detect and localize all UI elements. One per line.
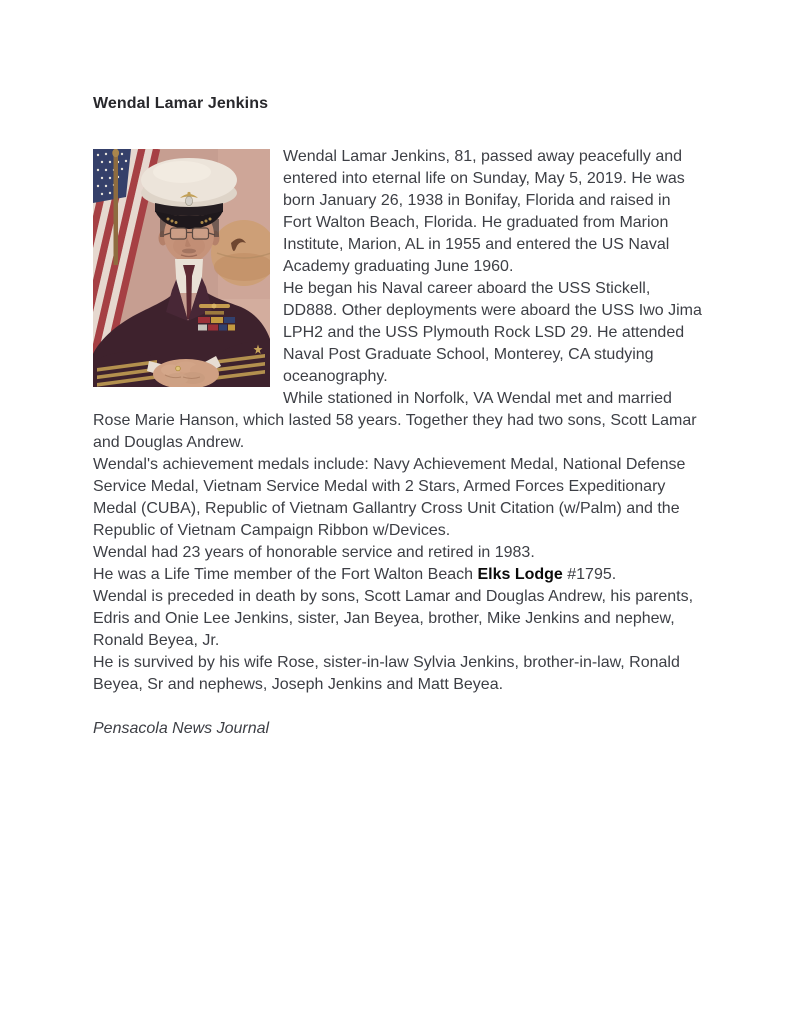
obituary-paragraph-2: He began his Naval career aboard the USS Stickell, DD888. Other deployments were aboard the USS Iwo Jima LPH2 and the USS Plymouth Rock LSD 29. He attended Naval Post Graduate School, Monterey, CA studying oceanography. xyxy=(283,280,702,385)
elks-lodge-highlight: Elks Lodge xyxy=(477,566,563,583)
obituary-membership-line xyxy=(93,564,703,586)
officer-portrait-photo xyxy=(93,149,270,387)
source-credit: Pensacola News Journal xyxy=(93,720,270,737)
obituary-paragraph-4: Wendal's achievement medals include: Navy Achievement Medal, National Defense Service Medal, Vietnam Service Medal with 2 Stars, Armed Forces Expeditionary Medal (CUBA), Republic of Vietnam Gallantry Cross Unit Citation (w/Palm) and the Republic of Vietnam Campaign Ribbon w/Devices. xyxy=(93,456,686,539)
flag-canton xyxy=(93,149,131,203)
obituary-paragraph-6: Wendal is preceded in death by sons, Scott Lamar and Douglas Andrew, his parents, Edris and Onie Lee Jenkins, sister, Jan Beyea, brother, Mike Jenkins and nephew, Ronald Beyea, Jr. xyxy=(93,588,694,649)
obituary-title: Wendal Lamar Jenkins xyxy=(93,95,269,112)
obituary-paragraph-3: While stationed in Norfolk, VA Wendal met and married Rose Marie Hanson, which lasted 58 years. Together they had two sons, Scott Lamar and Douglas Andrew. xyxy=(93,390,697,451)
obituary-paragraph-1: Wendal Lamar Jenkins, 81, passed away peacefully and entered into eternal life on Sunday, May 5, 2019. He was born January 26, 1938 in Bonifay, Florida and raised in Fort Walton Beach, Florida. He graduated from Marion Institute, Marion, AL in 1955 and entered the US Naval Academy graduating June 1960. xyxy=(283,148,685,275)
obituary-body xyxy=(93,146,703,696)
membership-prefix: He was a Life Time member of the Fort Walton Beach xyxy=(93,566,478,583)
obituary-paragraph-7: He is survived by his wife Rose, sister-in-law Sylvia Jenkins, brother-in-law, Ronald Beyea, Sr and nephews, Joseph Jenkins and Matt Beyea. xyxy=(93,654,680,693)
membership-suffix: #1795. xyxy=(562,566,617,583)
obituary-paragraph-5: Wendal had 23 years of honorable service and retired in 1983. xyxy=(93,544,535,561)
portrait-photo-graphic xyxy=(93,149,270,387)
